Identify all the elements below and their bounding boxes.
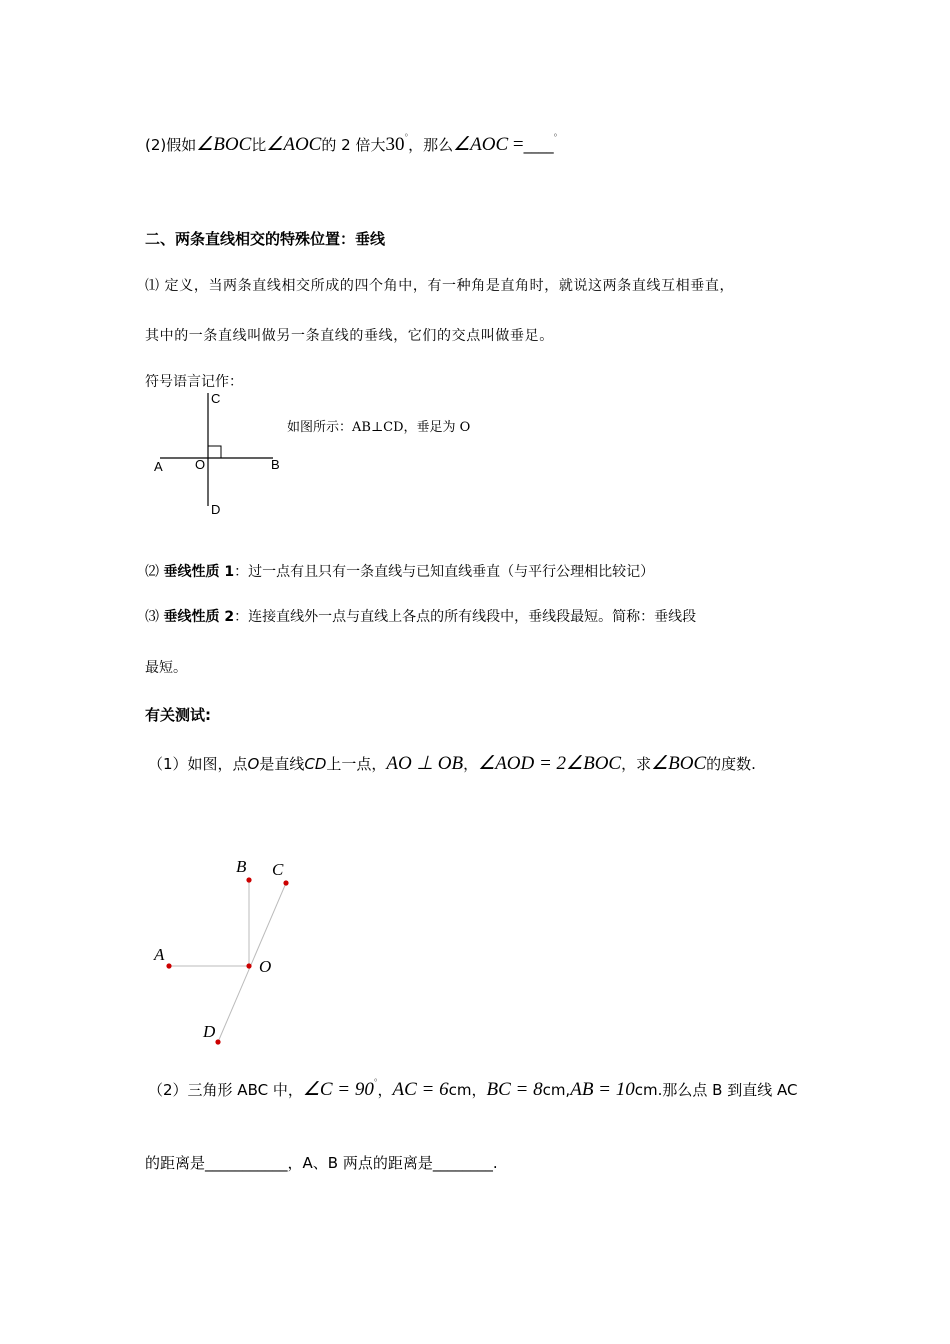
answer-blank: ____: [523, 136, 554, 154]
tq1-a: （1）如图，点: [148, 755, 248, 773]
property-1-name: 垂线性质 1: [163, 564, 235, 580]
property-1: [145, 561, 654, 581]
fig2-label-b: B: [236, 857, 247, 876]
angle-aoc: ∠AOC: [266, 134, 322, 155]
tq1-math-boc: ∠BOC: [651, 753, 707, 774]
fig1-label-b: B: [271, 457, 280, 472]
fig1-label-c: C: [211, 391, 221, 406]
equals-sign: =: [508, 134, 524, 155]
point-b: [246, 877, 251, 882]
point-o: [246, 963, 251, 968]
tq2-ab-distance: ，A、B 两点的距离是: [287, 1154, 433, 1172]
tq2-blank-2: ________: [432, 1154, 493, 1172]
tests-title: 有关测试:: [145, 706, 211, 724]
property-2-text: ：连接直线外一点与直线上各点的所有线段中，垂线段最短。简称：垂线段: [234, 609, 697, 625]
test-question-2: [148, 1077, 797, 1101]
tq2-cm-2: cm,: [542, 1081, 571, 1099]
tq1-cd: CD: [304, 755, 327, 773]
point-a: [166, 963, 171, 968]
tq1-comma-1: ，: [463, 755, 479, 773]
fig1-label-d: D: [211, 502, 221, 517]
property-2-name: 垂线性质 2: [163, 609, 235, 625]
tq2-comma: ，: [377, 1081, 393, 1099]
fig2-label-c: C: [272, 860, 284, 879]
tq2-blank-1: ___________: [205, 1154, 288, 1172]
tq1-math-angle: ∠AOD = 2∠BOC: [478, 753, 622, 774]
value-30: 30: [385, 134, 405, 155]
tq2-cm-3: cm.那么点 B 到直线 AC: [634, 1081, 798, 1099]
property-1-number: ⑵: [145, 564, 164, 580]
test-question-2-line-2: [145, 1152, 498, 1173]
q2-then: ，那么: [408, 136, 454, 154]
tq1-end: 的度数.: [706, 755, 756, 773]
tq2-distance-label: 的距离是: [145, 1154, 206, 1172]
perpendicular-figure: [145, 388, 295, 520]
tq1-c: 上一点，: [326, 755, 387, 773]
figure-note: 如图所示：AB⊥CD，垂足为 O: [287, 420, 471, 435]
tq2-degree: °: [373, 1077, 378, 1087]
fig2-label-d: D: [203, 1022, 216, 1041]
tq2-cm-1: cm，: [448, 1081, 487, 1099]
tq1-math-perp: AO ⊥ OB: [386, 753, 464, 774]
q2-bi: 比: [251, 136, 267, 154]
fig1-label-a: A: [154, 459, 163, 474]
point-d: [215, 1039, 220, 1044]
fig2-label-a: A: [154, 945, 165, 964]
tq2-bc: BC = 8: [486, 1079, 543, 1100]
tq2-ac: AC = 6: [392, 1079, 449, 1100]
tq2-period: .: [492, 1154, 498, 1172]
tq1-o: O: [247, 755, 260, 773]
definition-line-2: 其中的一条直线叫做另一条直线的垂线，它们的交点叫做垂足。: [145, 328, 554, 344]
definition-line-1: ⑴ 定义，当两条直线相交所成的四个角中，有一种角是直角时，就说这两条直线互相垂直，: [145, 278, 735, 294]
fig2-label-o: O: [259, 957, 272, 976]
q2-prefix: (2)假如: [145, 136, 197, 154]
q2-double: 的 2 倍大: [321, 136, 386, 154]
property-2-number: ⑶: [145, 609, 164, 625]
tq2-ab: AB = 10: [570, 1079, 635, 1100]
tq2-angle-c: ∠C = 90: [302, 1079, 374, 1100]
symbol-language: 符号语言记作：: [145, 374, 243, 390]
degree-mark: °: [404, 132, 409, 142]
tq1-b: 是直线: [259, 755, 305, 773]
tq1-comma-2: ，求: [621, 755, 652, 773]
tq2-a: （2）三角形 ABC 中，: [148, 1081, 303, 1099]
property-1-text: ：过一点有且只有一条直线与已知直线垂直（与平行公理相比较记）: [234, 564, 655, 580]
question-2-angle-line: [145, 132, 557, 156]
angle-figure: [150, 855, 310, 1055]
section-title: 二、两条直线相交的特殊位置：垂线: [145, 230, 386, 248]
angle-boc: ∠BOC: [196, 134, 252, 155]
point-c: [283, 880, 288, 885]
test-question-1: [148, 752, 756, 775]
property-2-continued: 最短。: [145, 660, 187, 676]
fig1-label-o: O: [195, 457, 206, 472]
property-2: [145, 606, 696, 626]
degree-mark-2: °: [553, 132, 558, 142]
angle-aoc-2: ∠AOC: [453, 134, 509, 155]
